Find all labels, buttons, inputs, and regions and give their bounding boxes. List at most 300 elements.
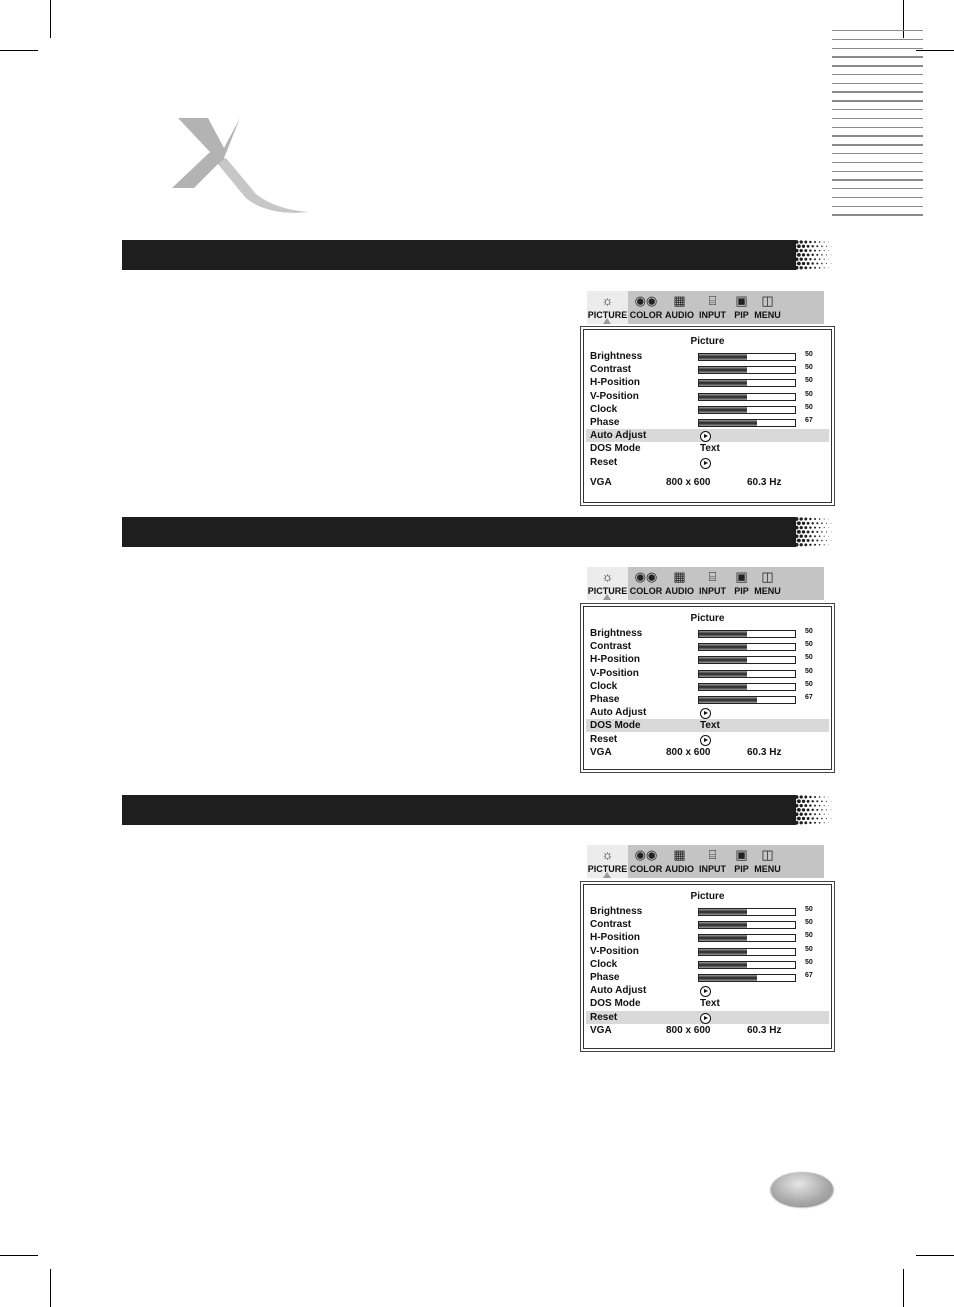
menu-row-label: H-Position xyxy=(590,377,640,389)
halftone-dot xyxy=(804,796,807,799)
halftone-dot xyxy=(807,808,810,811)
color-icon: ◉◉ xyxy=(634,847,658,862)
tab-color[interactable] xyxy=(628,291,664,324)
halftone-dot xyxy=(814,518,816,520)
menu-row-label: Auto Adjust xyxy=(590,707,647,719)
crop-mark xyxy=(916,1255,954,1256)
halftone-dot xyxy=(809,249,811,251)
halftone-dot xyxy=(811,254,813,256)
audio-icon: ▦ xyxy=(673,847,686,862)
halftone-dot xyxy=(826,801,827,802)
pip-icon: ▣ xyxy=(735,569,748,584)
value-slider[interactable] xyxy=(698,656,796,664)
halftone-dot xyxy=(824,241,825,242)
menu-row-h-position[interactable] xyxy=(586,376,829,389)
tab-label: COLOR xyxy=(629,310,663,320)
halftone-dot xyxy=(800,526,803,529)
menu-row-reset[interactable] xyxy=(586,733,829,746)
tab-label: PICTURE xyxy=(587,310,628,320)
halftone-dot xyxy=(816,531,818,533)
menu-row-label: Contrast xyxy=(590,364,632,376)
menu-row-label: H-Position xyxy=(590,932,640,944)
tab-input[interactable] xyxy=(695,845,730,878)
tab-label: COLOR xyxy=(629,864,663,874)
picture-icon: ☼ xyxy=(601,847,614,862)
crop-mark xyxy=(50,1269,51,1307)
pip-icon: ▣ xyxy=(735,293,748,308)
halftone-dot xyxy=(802,262,805,265)
halftone-dot xyxy=(807,245,810,248)
halftone-dot xyxy=(816,522,818,524)
halftone-dot xyxy=(792,808,796,812)
tab-label: INPUT xyxy=(699,310,726,320)
menu-row-brightness[interactable] xyxy=(586,350,829,363)
halftone-dot xyxy=(792,244,796,248)
signal-resolution: 800 x 600 xyxy=(666,477,711,488)
tab-label: AUDIO xyxy=(665,864,694,874)
halftone-dot xyxy=(802,253,805,256)
slider-value: 50 xyxy=(805,945,813,953)
menu-row-clock[interactable] xyxy=(586,680,829,693)
menu-row-label: Clock xyxy=(590,403,618,415)
halftone-dot xyxy=(828,267,829,268)
halftone-dot xyxy=(792,538,796,542)
menu-row-label: Brightness xyxy=(590,351,643,362)
menu-row-h-position[interactable] xyxy=(586,931,829,944)
active-tab-indicator xyxy=(603,318,611,324)
slider-value: 67 xyxy=(805,417,813,424)
halftone-dot xyxy=(800,543,803,546)
halftone-dot xyxy=(816,254,818,256)
halftone-dot xyxy=(807,539,810,542)
halftone-dot xyxy=(795,804,799,808)
tab-audio[interactable] xyxy=(664,567,695,600)
halftone-dot xyxy=(802,817,805,820)
menu-row-dos-mode[interactable] xyxy=(586,719,829,732)
menu-row-label: DOS Mode xyxy=(590,998,641,1010)
tab-menu[interactable] xyxy=(753,567,782,600)
value-slider[interactable] xyxy=(698,974,796,982)
halftone-dot xyxy=(828,797,829,798)
crop-mark xyxy=(0,50,38,51)
halftone-dot xyxy=(821,531,823,533)
menu-row-label: Auto Adjust xyxy=(590,430,647,442)
halftone-dot xyxy=(795,534,799,538)
halftone-dot xyxy=(814,535,816,537)
halftone-dot xyxy=(804,518,807,521)
menu-row-value: Text xyxy=(700,443,720,455)
menu-row-phase[interactable] xyxy=(586,416,829,429)
signal-info xyxy=(590,477,829,490)
slider-fill xyxy=(699,671,747,677)
menu-row-label: V-Position xyxy=(590,667,639,679)
tab-label: PICTURE xyxy=(587,586,628,596)
halftone-dot xyxy=(809,267,811,269)
halftone-dot xyxy=(809,526,811,528)
menu-row-value: Text xyxy=(700,720,720,732)
menu-row-v-position[interactable] xyxy=(586,390,829,403)
halftone-dot xyxy=(795,257,799,261)
execute-arrow-icon[interactable] xyxy=(700,735,711,746)
halftone-dot xyxy=(802,522,805,525)
halftone-dot xyxy=(795,812,799,816)
halftone-dot xyxy=(826,531,827,532)
tab-label: INPUT xyxy=(699,864,726,874)
slider-value: 50 xyxy=(805,932,813,940)
menu-row-contrast[interactable] xyxy=(586,918,829,931)
halftone-dot xyxy=(831,263,832,264)
halftone-dot xyxy=(824,805,825,806)
menu-row-label: DOS Mode xyxy=(590,720,641,732)
value-slider[interactable] xyxy=(698,670,796,678)
halftone-dot xyxy=(795,240,799,244)
panel-title: Picture xyxy=(690,613,725,624)
menu-row-contrast[interactable] xyxy=(586,363,829,376)
tab-label: PIP xyxy=(734,310,749,320)
menu-row-label: V-Position xyxy=(590,390,639,402)
halftone-dot xyxy=(824,250,825,251)
menu-row-phase[interactable] xyxy=(586,693,829,706)
halftone-dot xyxy=(795,795,799,799)
halftone-dot xyxy=(792,530,796,534)
menu-row-reset[interactable] xyxy=(586,1011,829,1024)
tab-menu[interactable] xyxy=(753,845,782,878)
halftone-dot xyxy=(831,818,832,819)
signal-source: VGA xyxy=(590,747,612,758)
slider-fill xyxy=(699,407,747,413)
slider-value: 50 xyxy=(805,390,813,398)
slider-fill xyxy=(699,394,747,400)
slider-value: 50 xyxy=(805,351,813,358)
slider-fill xyxy=(699,367,747,373)
menu-row-label: Reset xyxy=(590,733,618,745)
halftone-dot xyxy=(814,267,816,269)
osd-picture-panel xyxy=(583,606,832,770)
halftone-dot xyxy=(821,246,823,248)
menu-row-value: Text xyxy=(700,998,720,1010)
halftone-dot xyxy=(816,540,818,542)
halftone-dot xyxy=(804,249,807,252)
section-header-bar xyxy=(122,795,832,825)
tab-input[interactable] xyxy=(695,291,730,324)
tab-color[interactable] xyxy=(628,845,664,878)
halftone-dot xyxy=(807,253,810,256)
halftone-dot xyxy=(797,817,801,821)
color-icon: ◉◉ xyxy=(634,293,658,308)
menu-row-auto-adjust[interactable] xyxy=(586,984,829,997)
menu-row-label: Phase xyxy=(590,972,620,983)
menu-row-dos-mode[interactable] xyxy=(586,997,829,1010)
menu-row-clock[interactable] xyxy=(586,958,829,971)
menu-book-icon: ◫ xyxy=(761,847,774,862)
active-tab-indicator xyxy=(603,594,611,600)
halftone-dot xyxy=(824,796,825,797)
halftone-dot xyxy=(814,544,816,546)
halftone-dot xyxy=(816,245,818,247)
section-header-bar xyxy=(122,517,832,547)
slider-fill xyxy=(699,657,747,663)
slider-fill xyxy=(699,644,747,650)
pip-icon: ▣ xyxy=(735,847,748,862)
halftone-dot xyxy=(811,809,813,811)
value-slider[interactable] xyxy=(698,366,796,374)
picture-icon: ☼ xyxy=(601,569,614,584)
signal-resolution: 800 x 600 xyxy=(666,1025,711,1036)
slider-value: 50 xyxy=(805,628,813,635)
osd-picture-panel xyxy=(583,884,832,1049)
halftone-dot xyxy=(804,821,807,824)
menu-row-label: Contrast xyxy=(590,641,632,653)
color-icon: ◉◉ xyxy=(634,569,658,584)
halftone-dot xyxy=(821,523,823,525)
value-slider[interactable] xyxy=(698,934,796,942)
value-slider[interactable] xyxy=(698,406,796,414)
halftone-dot xyxy=(800,813,803,816)
panel-title: Picture xyxy=(690,336,725,347)
audio-icon: ▦ xyxy=(673,569,686,584)
slider-fill xyxy=(699,684,747,690)
value-slider[interactable] xyxy=(698,379,796,387)
signal-info xyxy=(590,747,829,760)
halftone-dot xyxy=(802,245,805,248)
value-slider[interactable] xyxy=(698,908,796,916)
halftone-dot xyxy=(814,813,816,815)
slider-fill xyxy=(699,354,747,360)
tab-label: INPUT xyxy=(699,586,726,596)
halftone-dot xyxy=(797,253,801,257)
halftone-dot xyxy=(824,544,825,545)
halftone-dot xyxy=(819,544,821,546)
menu-row-h-position[interactable] xyxy=(586,653,829,666)
menu-row-label: Clock xyxy=(590,958,618,970)
menu-row-v-position[interactable] xyxy=(586,945,829,958)
halftone-dot xyxy=(824,267,825,268)
menu-row-label: Phase xyxy=(590,694,620,705)
halftone-dot xyxy=(814,250,816,252)
tab-pip[interactable] xyxy=(730,291,753,324)
value-slider[interactable] xyxy=(698,643,796,651)
halftone-dot xyxy=(819,822,821,824)
halftone-dot xyxy=(824,536,825,537)
halftone-pattern xyxy=(792,240,832,270)
menu-row-contrast[interactable] xyxy=(586,640,829,653)
halftone-dot xyxy=(802,800,805,803)
value-slider[interactable] xyxy=(698,696,796,704)
menu-row-label: Reset xyxy=(590,456,618,468)
tab-label: MENU xyxy=(754,310,781,320)
menu-row-reset[interactable] xyxy=(586,456,829,469)
tab-input[interactable] xyxy=(695,567,730,600)
brand-logo xyxy=(172,118,314,214)
halftone-dot xyxy=(795,821,799,825)
signal-info xyxy=(590,1025,829,1038)
value-slider[interactable] xyxy=(698,961,796,969)
halftone-dot xyxy=(828,544,829,545)
halftone-dot xyxy=(802,539,805,542)
slider-value: 67 xyxy=(805,694,813,701)
tab-label: AUDIO xyxy=(665,310,694,320)
osd-tab-bar xyxy=(587,845,824,878)
signal-source: VGA xyxy=(590,1025,612,1036)
execute-arrow-icon[interactable] xyxy=(700,431,711,442)
tab-audio[interactable] xyxy=(664,845,695,878)
menu-row-v-position[interactable] xyxy=(586,667,829,680)
input-icon: ⌸ xyxy=(708,569,717,584)
halftone-dot xyxy=(809,796,811,798)
halftone-dot xyxy=(800,535,803,538)
halftone-dot xyxy=(807,817,810,820)
halftone-dot xyxy=(809,241,811,243)
halftone-dot xyxy=(826,246,827,247)
slider-fill xyxy=(699,949,747,955)
halftone-dot xyxy=(821,801,823,803)
halftone-dot xyxy=(811,262,813,264)
halftone-dot xyxy=(797,521,801,525)
menu-row-dos-mode[interactable] xyxy=(586,442,829,455)
halftone-dot xyxy=(816,263,818,265)
halftone-dot xyxy=(824,527,825,528)
halftone-dot xyxy=(797,799,801,803)
halftone-dot xyxy=(831,532,832,533)
slider-fill xyxy=(699,922,747,928)
halftone-dot xyxy=(826,809,827,810)
menu-row-auto-adjust[interactable] xyxy=(586,429,829,442)
halftone-pattern xyxy=(792,517,832,547)
halftone-dot xyxy=(819,250,821,252)
value-slider[interactable] xyxy=(698,948,796,956)
halftone-dot xyxy=(828,250,829,251)
osd-tab-bar xyxy=(587,567,824,600)
halftone-dot xyxy=(831,246,832,247)
tab-color[interactable] xyxy=(628,567,664,600)
halftone-dot xyxy=(802,530,805,533)
halftone-dot xyxy=(811,817,813,819)
panel-title: Picture xyxy=(690,891,725,902)
crop-mark xyxy=(50,0,51,38)
value-slider[interactable] xyxy=(698,683,796,691)
execute-arrow-icon[interactable] xyxy=(700,458,711,469)
tab-pip[interactable] xyxy=(730,567,753,600)
halftone-dot xyxy=(811,522,813,524)
halftone-dot xyxy=(819,796,821,798)
halftone-dot xyxy=(814,241,816,243)
halftone-dot xyxy=(795,249,799,253)
halftone-dot xyxy=(819,241,821,243)
slider-value: 67 xyxy=(805,972,813,979)
tab-pip[interactable] xyxy=(730,845,753,878)
halftone-dot xyxy=(826,263,827,264)
slider-value: 50 xyxy=(805,377,813,385)
value-slider[interactable] xyxy=(698,353,796,361)
value-slider[interactable] xyxy=(698,393,796,401)
halftone-dot xyxy=(811,531,813,533)
menu-row-brightness[interactable] xyxy=(586,627,829,640)
menu-row-label: DOS Mode xyxy=(590,443,641,455)
halftone-dot xyxy=(809,535,811,537)
execute-arrow-icon[interactable] xyxy=(700,1013,711,1024)
halftone-dot xyxy=(824,259,825,260)
osd-tab-bar xyxy=(587,291,824,324)
value-slider[interactable] xyxy=(698,921,796,929)
menu-row-phase[interactable] xyxy=(586,971,829,984)
menu-row-clock[interactable] xyxy=(586,403,829,416)
halftone-dot xyxy=(816,818,818,820)
halftone-dot xyxy=(809,822,811,824)
section-header-bar xyxy=(122,240,832,270)
halftone-dot xyxy=(804,543,807,546)
menu-row-auto-adjust[interactable] xyxy=(586,706,829,719)
halftone-dot xyxy=(814,805,816,807)
halftone-dot xyxy=(802,808,805,811)
halftone-dot xyxy=(795,543,799,547)
halftone-dot xyxy=(828,805,829,806)
tab-label: COLOR xyxy=(629,586,663,596)
crop-mark xyxy=(903,1269,904,1307)
halftone-dot xyxy=(811,800,813,802)
slider-fill xyxy=(699,631,747,637)
halftone-dot xyxy=(814,822,816,824)
menu-row-label: Contrast xyxy=(590,919,632,931)
menu-book-icon: ◫ xyxy=(761,293,774,308)
halftone-dot xyxy=(819,813,821,815)
input-icon: ⌸ xyxy=(708,293,717,308)
slider-fill xyxy=(699,380,747,386)
active-tab-indicator xyxy=(603,872,611,878)
halftone-dot xyxy=(824,822,825,823)
halftone-dot xyxy=(804,266,807,269)
halftone-dot xyxy=(819,805,821,807)
halftone-dot xyxy=(792,261,796,265)
slider-fill xyxy=(699,975,757,981)
halftone-dot xyxy=(826,523,827,524)
value-slider[interactable] xyxy=(698,419,796,427)
halftone-dot xyxy=(804,813,807,816)
menu-row-brightness[interactable] xyxy=(586,905,829,918)
menu-row-label: V-Position xyxy=(590,945,639,957)
tab-label: MENU xyxy=(754,586,781,596)
slider-value: 50 xyxy=(805,958,813,966)
value-slider[interactable] xyxy=(698,630,796,638)
slider-fill xyxy=(699,935,747,941)
audio-icon: ▦ xyxy=(673,293,686,308)
halftone-dot xyxy=(795,517,799,521)
halftone-dot xyxy=(800,266,803,269)
menu-row-label: Clock xyxy=(590,680,618,692)
slider-value: 50 xyxy=(805,919,813,927)
signal-frequency: 60.3 Hz xyxy=(747,477,782,488)
halftone-dot xyxy=(800,517,803,520)
halftone-dot xyxy=(816,800,818,802)
tab-label: PICTURE xyxy=(587,864,628,874)
halftone-dot xyxy=(824,814,825,815)
slider-value: 50 xyxy=(805,667,813,675)
halftone-dot xyxy=(828,822,829,823)
tab-audio[interactable] xyxy=(664,291,695,324)
halftone-dot xyxy=(807,800,810,803)
halftone-dot xyxy=(826,818,827,819)
signal-source: VGA xyxy=(590,477,612,488)
execute-arrow-icon[interactable] xyxy=(700,986,711,997)
halftone-dot xyxy=(828,527,829,528)
halftone-dot xyxy=(821,818,823,820)
picture-icon: ☼ xyxy=(601,293,614,308)
menu-row-label: Brightness xyxy=(590,906,643,917)
halftone-dot xyxy=(828,259,829,260)
execute-arrow-icon[interactable] xyxy=(700,708,711,719)
tab-menu[interactable] xyxy=(753,291,782,324)
halftone-dot xyxy=(828,519,829,520)
halftone-dot xyxy=(831,255,832,256)
